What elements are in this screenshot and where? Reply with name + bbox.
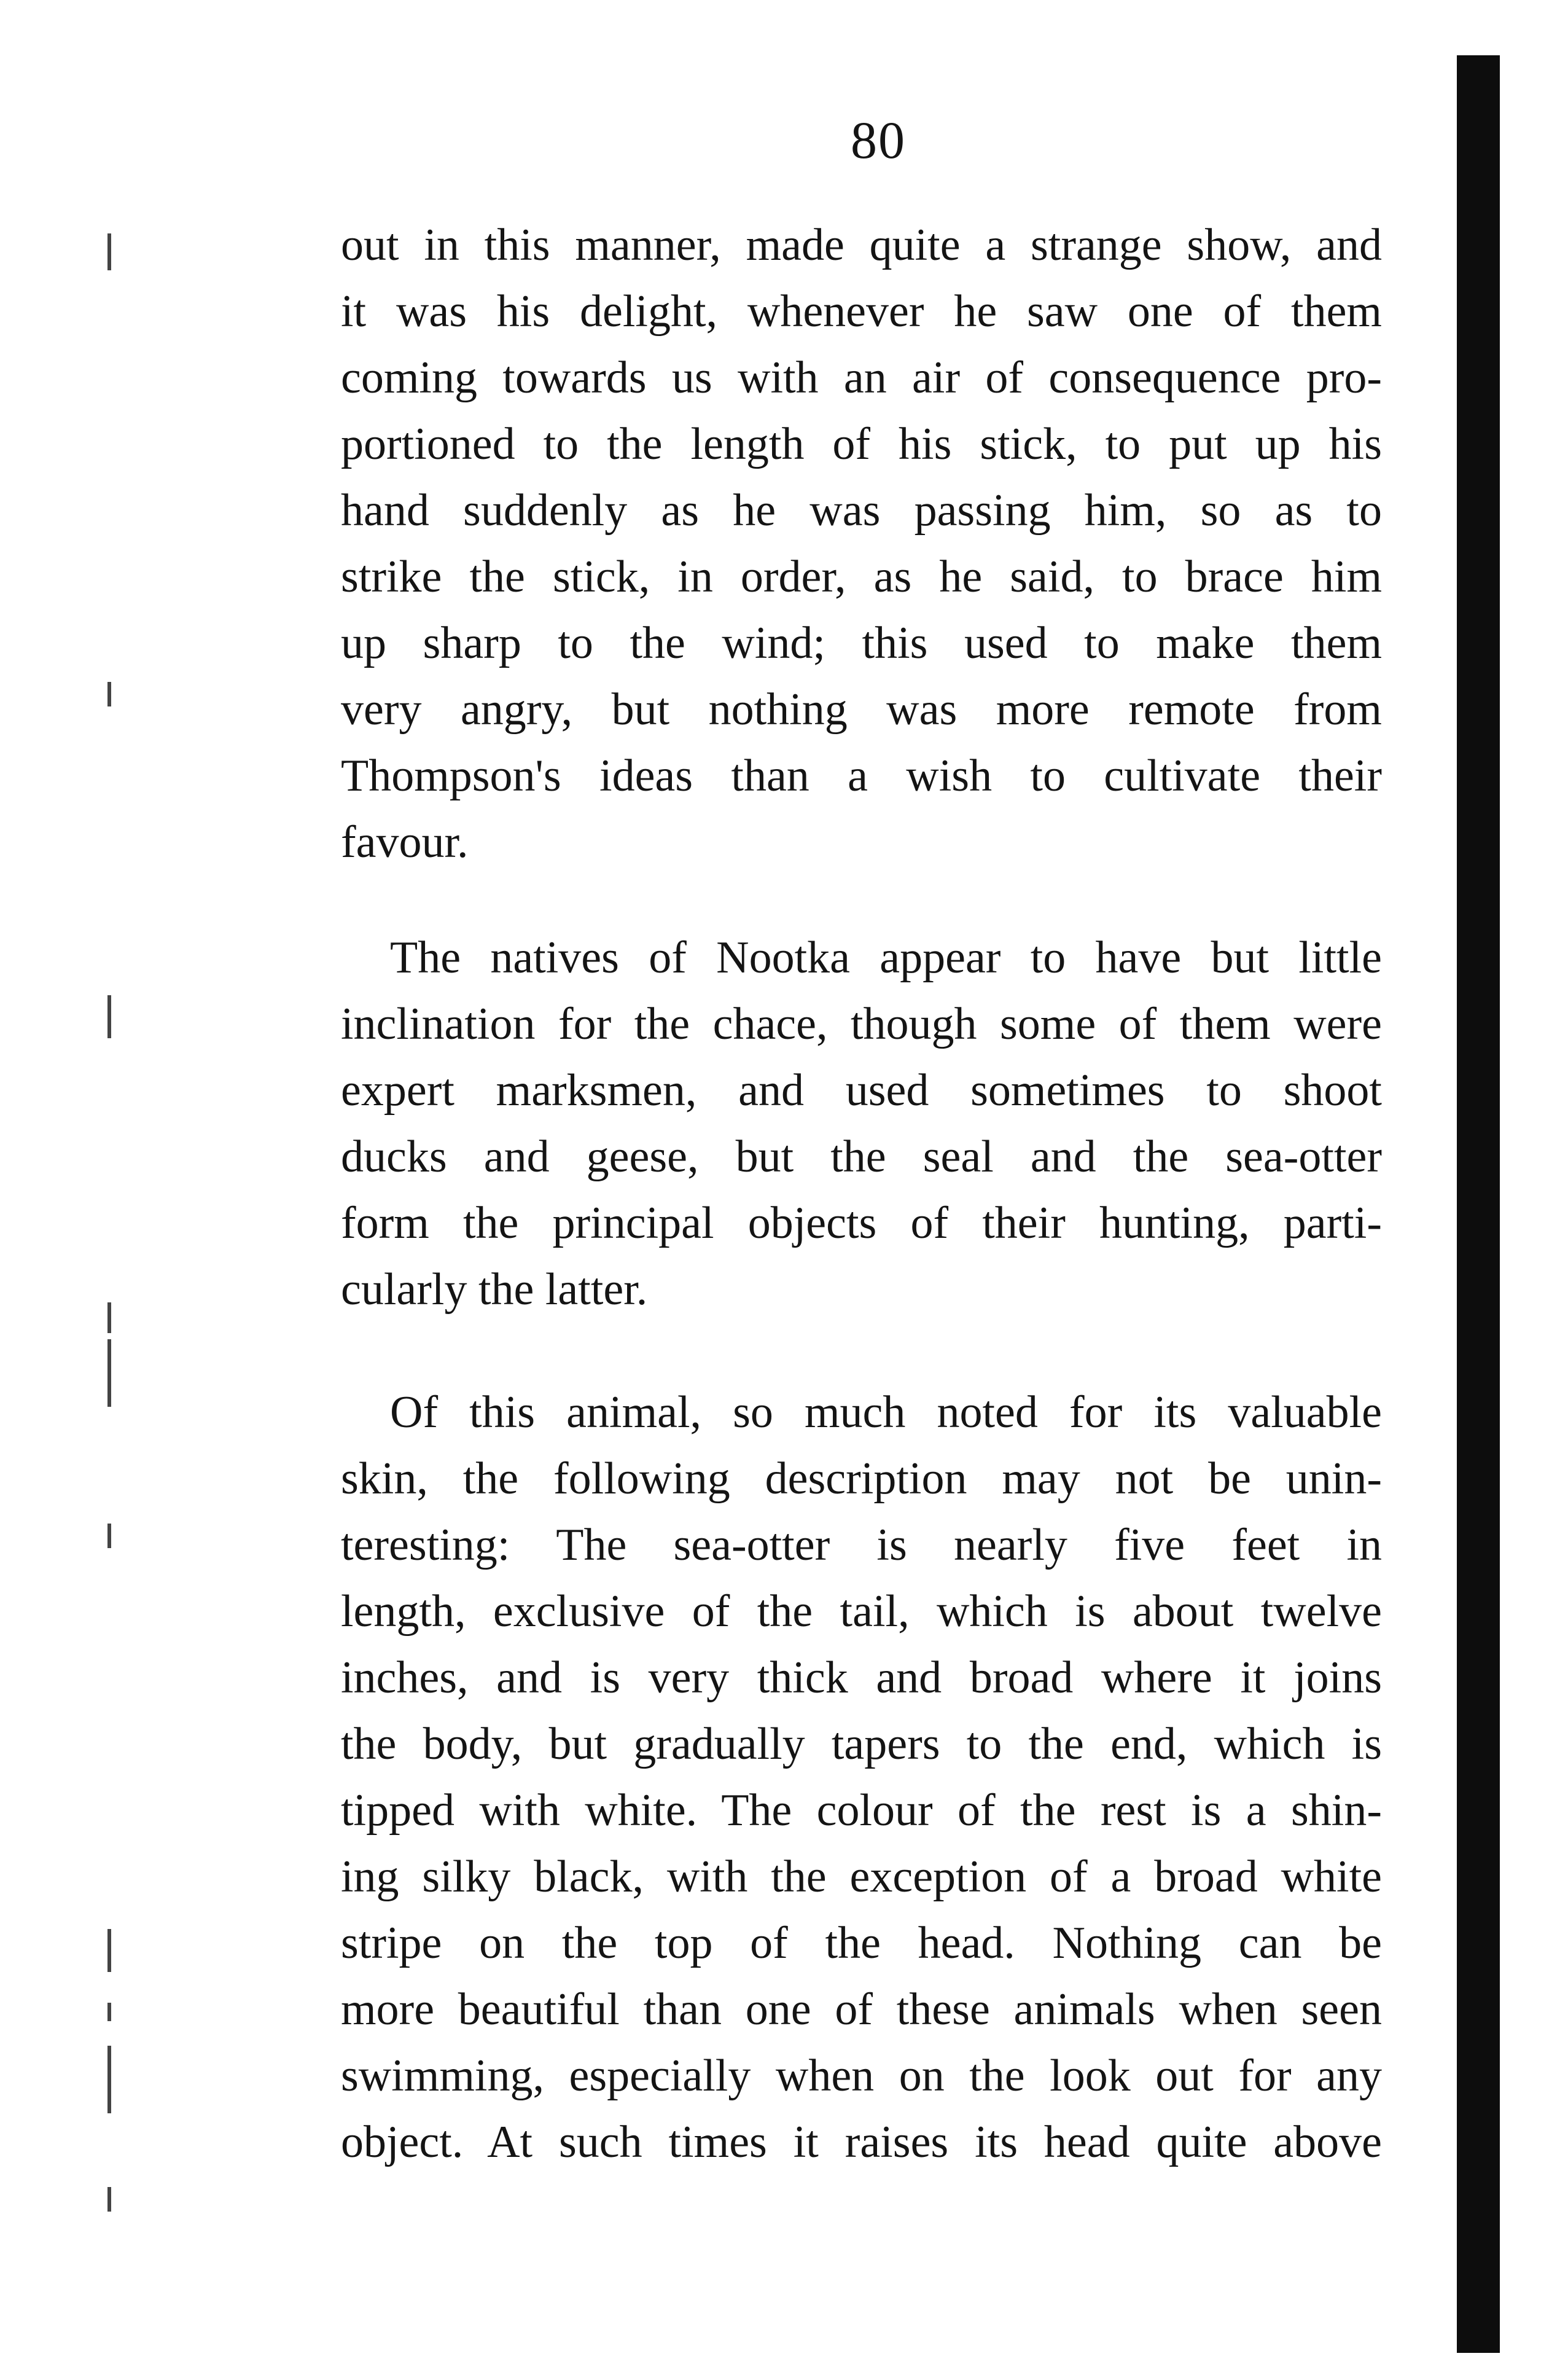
text-line: Of this animal, so much noted for its valuable xyxy=(390,1387,1382,1438)
paragraph-3 xyxy=(341,1379,1382,2175)
text-line: portioned to the length of his stick, to put up his xyxy=(341,419,1382,469)
text-line: object. At such times it raises its head quite above xyxy=(341,2117,1382,2167)
text-line: ing silky black, with the exception of a broad white xyxy=(341,1852,1382,1902)
text-line: more beautiful than one of these animals when seen xyxy=(341,1984,1382,2035)
text-line: The natives of Nootka appear to have but little xyxy=(390,933,1382,983)
text-line: ducks and geese, but the seal and the sea-otter xyxy=(341,1132,1382,1182)
page-number: 80 xyxy=(851,111,906,170)
text-line: favour. xyxy=(341,817,469,867)
text-line: cularly the latter. xyxy=(341,1264,648,1315)
text-line: it was his delight, whenever he saw one of them xyxy=(341,286,1382,337)
text-line: coming towards us with an air of consequence pro- xyxy=(341,353,1382,403)
text-line: hand suddenly as he was passing him, so as to xyxy=(341,485,1382,536)
paragraph-1 xyxy=(341,212,1382,875)
text-line: tipped with white. The colour of the rest is a shin- xyxy=(341,1785,1382,1836)
text-line: inches, and is very thick and broad where it joins xyxy=(341,1653,1382,1703)
text-line: length, exclusive of the tail, which is about twelve xyxy=(341,1586,1382,1637)
text-line: Thompson's ideas than a wish to cultivate their xyxy=(341,751,1382,801)
scan-artifact-marks xyxy=(92,37,141,2347)
text-line: stripe on the top of the head. Nothing can be xyxy=(341,1918,1382,1968)
text-line: very angry, but nothing was more remote from xyxy=(341,684,1382,735)
text-line: teresting: The sea-otter is nearly five feet in xyxy=(341,1520,1382,1570)
text-line: expert marksmen, and used sometimes to shoot xyxy=(341,1065,1382,1116)
page-binding-edge xyxy=(1457,55,1500,2353)
text-line: form the principal objects of their hunting, parti- xyxy=(341,1198,1382,1248)
text-line: the body, but gradually tapers to the end, which is xyxy=(341,1719,1382,1769)
text-line: swimming, especially when on the look out for any xyxy=(341,2051,1382,2101)
text-line: out in this manner, made quite a strange show, and xyxy=(341,220,1382,270)
paragraph-2 xyxy=(341,925,1382,1323)
text-line: up sharp to the wind; this used to make them xyxy=(341,618,1382,668)
text-line: strike the stick, in order, as he said, to brace him xyxy=(341,552,1382,602)
text-line: skin, the following description may not be unin- xyxy=(341,1454,1382,1504)
text-line: inclination for the chace, though some of them were xyxy=(341,999,1382,1049)
